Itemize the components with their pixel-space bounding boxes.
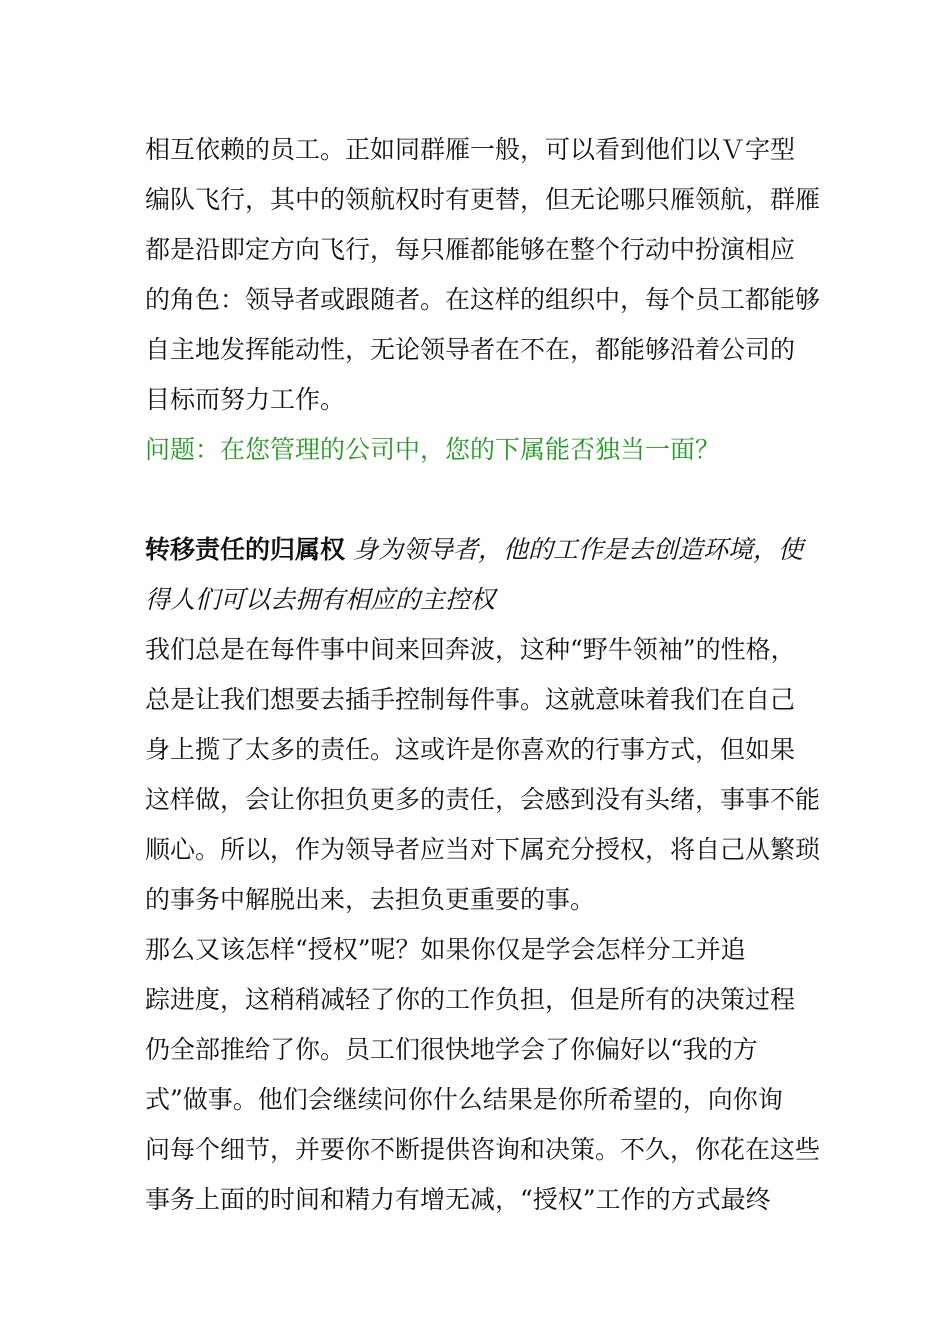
text-line: 编队飞行，其中的领航权时有更替，但无论哪只雁领航，群雁 — [145, 185, 821, 214]
paragraph-buffalo-leader — [145, 625, 825, 925]
section-subtitle: 身为领导者，他的工作是去创造环境，使 — [345, 535, 803, 564]
text-line: 都是沿即定方向飞行，每只雁都能够在整个行动中扮演相应 — [145, 235, 796, 264]
section-heading-line — [145, 525, 825, 575]
text-line: 的事务中解脱出来，去担负更重要的事。 — [145, 885, 596, 914]
text-line: 自主地发挥能动性，无论领导者在不在，都能够沿着公司的 — [145, 335, 796, 364]
text-line: 式”做事。他们会继续问你什么结果是你所希望的，向你询 — [145, 1085, 783, 1114]
text-line: 身上揽了太多的责任。这或许是你喜欢的行事方式，但如果 — [145, 735, 796, 764]
text-line: 相互依赖的员工。正如同群雁一般，可以看到他们以Ｖ字型 — [145, 135, 796, 164]
section-subtitle-line2: 得人们可以去拥有相应的主控权 — [145, 585, 496, 614]
text-line: 问每个细节，并要你不断提供咨询和决策。不久，你花在这些 — [145, 1135, 821, 1164]
section-ownership — [145, 525, 825, 625]
paragraph-delegation — [145, 925, 825, 1225]
paragraph-geese-analogy — [145, 125, 825, 425]
text-line: 我们总是在每件事中间来回奔波，这种“野牛领袖”的性格， — [145, 635, 796, 664]
question-block — [145, 425, 825, 475]
text-line: 顺心。所以，作为领导者应当对下属充分授权，将自己从繁琐 — [145, 835, 821, 864]
text-line: 目标而努力工作。 — [145, 385, 346, 414]
text-line: 仍全部推给了你。员工们很快地学会了你偏好以“我的方 — [145, 1035, 758, 1064]
question-text: 问题：在您管理的公司中，您的下属能否独当一面？ — [145, 435, 721, 464]
text-line: 总是让我们想要去插手控制每件事。这就意味着我们在自己 — [145, 685, 796, 714]
text-line: 那么又该怎样“授权”呢？如果你仅是学会怎样分工并追 — [145, 935, 746, 964]
section-heading: 转移责任的归属权 — [145, 535, 346, 564]
text-line: 事务上面的时间和精力有增无减，“授权”工作的方式最终 — [145, 1185, 771, 1214]
text-line: 这样做，会让你担负更多的责任，会感到没有头绪，事事不能 — [145, 785, 821, 814]
text-line: 的角色：领导者或跟随者。在这样的组织中，每个员工都能够 — [145, 285, 821, 314]
text-line: 踪进度，这稍稍减轻了你的工作负担，但是所有的决策过程 — [145, 985, 796, 1014]
